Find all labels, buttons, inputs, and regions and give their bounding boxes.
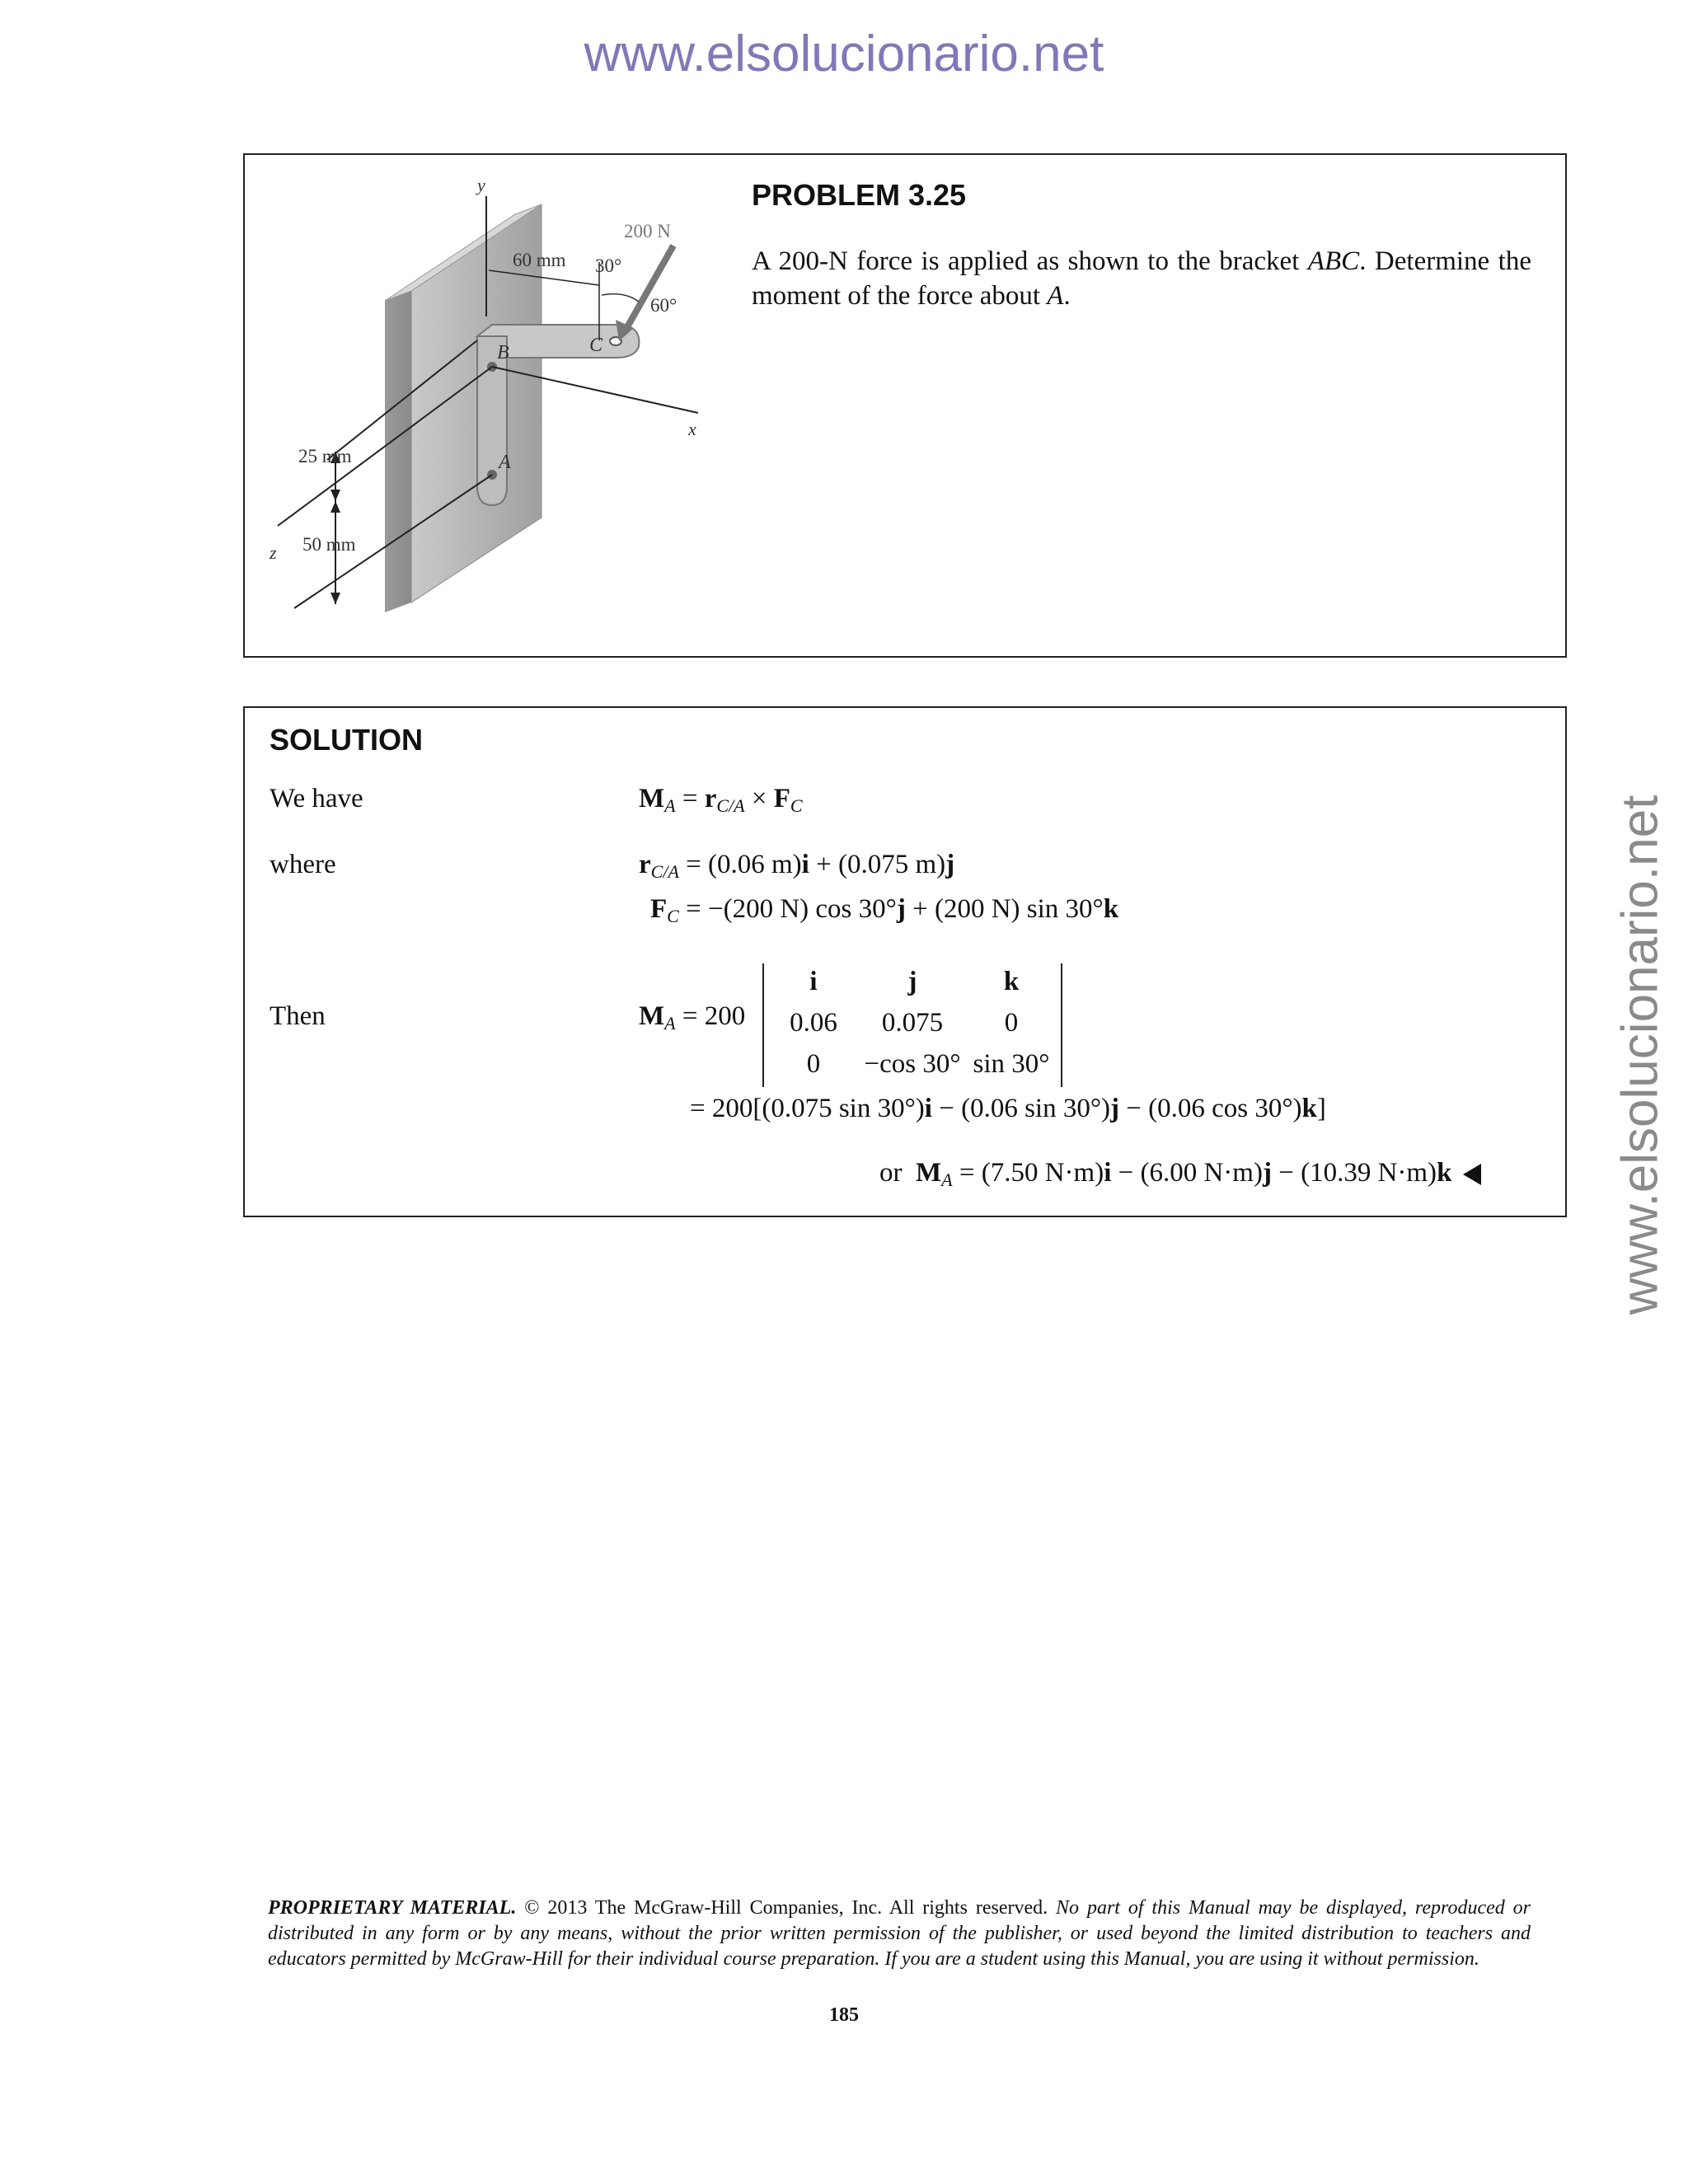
det-cell: 0.06 <box>790 1008 837 1038</box>
y-axis-label: y <box>477 175 485 195</box>
det-cell: k <box>1003 967 1020 996</box>
det-cell: −cos 30° <box>864 1049 961 1079</box>
det-cell: i <box>809 967 818 996</box>
point-a-label: A <box>499 452 511 473</box>
equation-expanded: = 200[(0.075 sin 30°)i − (0.06 sin 30°)j − (0.06 cos 30°)k] <box>690 1094 1326 1123</box>
answer-marker-icon <box>1463 1164 1481 1185</box>
determinant-matrix <box>762 963 1062 1087</box>
dim-50-label: 50 mm <box>302 534 356 555</box>
angle-30-label: 30° <box>595 255 622 276</box>
watermark-side: www.elsolucionario.net <box>1611 794 1669 1315</box>
solution-title: SOLUTION <box>270 723 423 757</box>
page-number: 185 <box>829 2004 859 2026</box>
label-we-have: We have <box>270 784 363 813</box>
dim-60-label: 60 mm <box>513 250 566 270</box>
dim-25-label: 25 mm <box>298 446 352 466</box>
x-axis-label: x <box>688 419 696 439</box>
problem-title: PROBLEM 3.25 <box>752 178 967 212</box>
det-cell: 0 <box>806 1049 821 1079</box>
equation-ma-determinant-prefix: $M_A = 200$ <box>639 1001 746 1033</box>
problem-statement: A 200-N force is applied as shown to the bracket ABC. Determine the moment of the force about A. <box>752 246 1531 311</box>
equation-position-vector: $r_{C/A} = (0.06$ m)i + (0.075 m)j <box>639 850 955 882</box>
label-then: Then <box>270 1001 326 1031</box>
det-cell: sin 30° <box>973 1049 1050 1079</box>
det-cell: 0 <box>1004 1008 1019 1038</box>
z-axis-label: z <box>270 542 277 563</box>
det-cell: 0.075 <box>881 1008 944 1038</box>
label-where: where <box>270 850 336 879</box>
wall-side <box>385 289 411 612</box>
angle-60-label: 60° <box>650 295 678 316</box>
problem-box <box>243 153 1567 658</box>
bracket-figure <box>261 171 723 641</box>
force-arrow <box>624 246 673 333</box>
final-answer: or $M_A = (7.50$ N·m)i − (6.00 N·m)j − (10.39 N·m)k <box>879 1158 1481 1191</box>
footer-notice: PROPRIETARY MATERIAL. © 2013 The McGraw-Hill Companies, Inc. All rights reserved. No part of this Manual may be displayed, reproduced or distributed in any form or by any means, without the prior written permission of the publisher, or used beyond the limited distribution to teachers and educators permitted by McGraw-Hill for their individual course preparation. If you are a student using this Manual, you are using it without permission. <box>268 1897 1531 1970</box>
point-b-label: B <box>497 342 509 363</box>
equation-moment-def: $M_A = r_{C/A} \times F_C$ <box>639 784 803 816</box>
point-c-label: C <box>589 335 603 356</box>
watermark-top: www.elsolucionario.net <box>584 26 1104 82</box>
equation-force-vector: $F_C = -(200$ N) cos 30°j + (200 N) sin 30°k <box>650 894 1119 926</box>
force-label: 200 N <box>624 221 671 241</box>
det-cell: j <box>907 967 917 996</box>
solution-box <box>243 706 1567 1217</box>
